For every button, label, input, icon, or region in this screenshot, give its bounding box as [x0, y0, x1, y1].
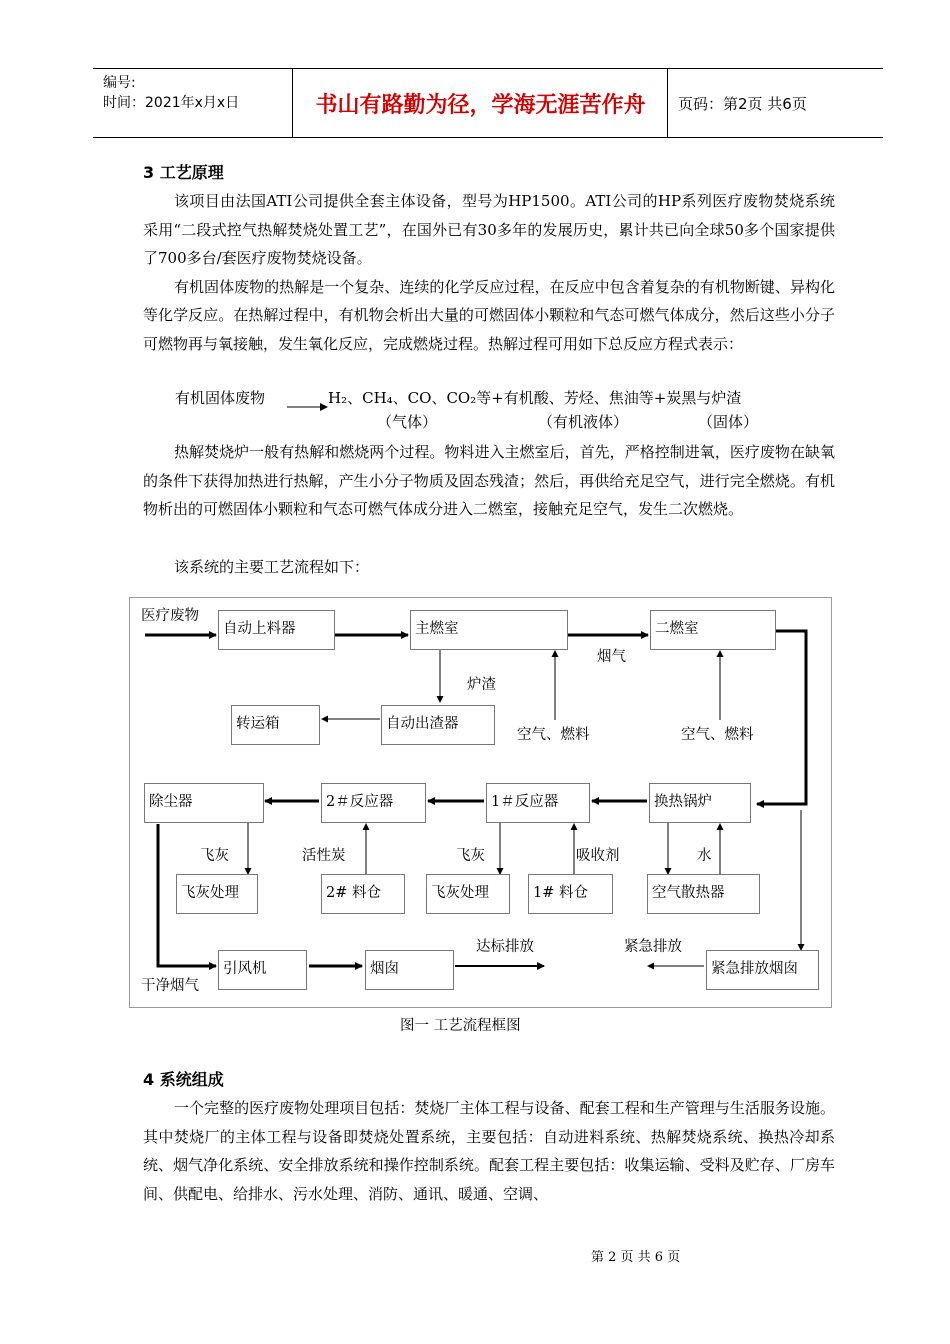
- box-main-chamber: 主燃室: [410, 610, 568, 650]
- label-flue-gas: 烟气: [597, 649, 626, 665]
- header-meta: [93, 69, 293, 137]
- box-chimney: 烟囱: [365, 950, 454, 990]
- paragraph: 热解焚烧炉一般有热解和燃烧两个过程。物料进入主燃室后，首先，严格控制进氧，医疗废物在缺氧的条件下获得加热进行热解，产生小分子物质及固态残渣；然后，再供给充足空气，进行完全燃烧。有机物析出的可燃固体小颗粒和气态可燃气体成分进入二燃室，接触充足空气，发生二次燃烧。: [143, 443, 835, 518]
- label-input: 医疗废物: [141, 608, 199, 624]
- label-absorbent: 吸收剂: [576, 848, 620, 864]
- box-induced-fan: 引风机: [218, 950, 307, 990]
- section-3-body-a: [143, 187, 835, 358]
- section-4-title: 4 系统组成: [143, 1070, 224, 1089]
- box-auto-deslagger: 自动出渣器: [381, 705, 495, 745]
- label-fly-ash-1: 飞灰: [200, 848, 229, 864]
- equation-liquid: （有机液体）: [538, 413, 629, 431]
- box-transfer-box: 转运箱: [231, 705, 320, 745]
- box-air-radiator: 空气散热器: [647, 874, 760, 914]
- box-reactor-1: 1＃反应器: [486, 783, 590, 823]
- box-fly-ash-processing-1: 飞灰处理: [176, 874, 258, 914]
- box-reactor-2: 2＃反应器: [321, 783, 426, 823]
- paragraph: 有机固体废物的热解是一个复杂、连续的化学反应过程，在反应中包含着复杂的有机物断键、异构化等化学反应。在热解过程中，有机物会析出大量的可燃固体小颗粒和气态可燃气体成分，然后这些小分子可燃物再与氧接触，发生氧化反应，完成燃烧过程。热解过程可用如下总反应方程式表示：: [143, 277, 835, 353]
- section-3-body-c: [143, 553, 835, 582]
- box-emergency-chimney: 紧急排放烟囱: [706, 950, 819, 990]
- box-auto-feeder: 自动上料器: [218, 610, 335, 650]
- label-clean-gas: 干净烟气: [141, 978, 199, 994]
- equation-gas: （气体）: [377, 413, 438, 431]
- label-water: 水: [697, 848, 712, 864]
- box-silo-1: 1# 料仓: [528, 874, 613, 914]
- header-motto: 书山有路勤为径，学海无涯苦作舟: [294, 69, 668, 137]
- section-3-body-b: [143, 438, 835, 524]
- box-silo-2: 2# 料仓: [321, 874, 405, 914]
- doc-number-label: 编号:: [103, 75, 136, 91]
- equation-right: H₂、CH₄、CO、CO₂等+有机酸、芳烃、焦油等+炭黑与炉渣: [328, 389, 742, 407]
- paragraph: 一个完整的医疗废物处理项目包括：焚烧厂主体工程与设备、配套工程和生产管理与生活服务设施。其中焚烧厂的主体工程与设备即焚烧处置系统，主要包括：自动进料系统、热解焚烧系统、换热冷却系统、烟气净化系统、安全排放系统和操作控制系统。配套工程主要包括：收集运输、受料及贮存、厂房车间、供配电、给排水、污水处理、消防、通讯、暖通、空调、: [143, 1099, 835, 1203]
- section-4-body: [143, 1094, 835, 1208]
- box-second-chamber: 二燃室: [650, 610, 776, 650]
- label-air-fuel-1: 空气、燃料: [517, 727, 590, 743]
- label-slag: 炉渣: [467, 677, 496, 693]
- label-fly-ash-2: 飞灰: [456, 848, 485, 864]
- page-header: [93, 68, 883, 138]
- figure-caption: 图一 工艺流程框图: [400, 1018, 521, 1034]
- label-air-fuel-2: 空气、燃料: [681, 727, 754, 743]
- label-emergency: 紧急排放: [624, 939, 682, 955]
- box-heat-boiler: 换热锅炉: [649, 783, 751, 823]
- box-fly-ash-processing-2: 飞灰处理: [426, 874, 510, 914]
- section-3-title: 3 工艺原理: [143, 163, 224, 182]
- label-discharge: 达标排放: [476, 939, 534, 955]
- box-dust-collector: 除尘器: [144, 783, 264, 823]
- paragraph: 该项目由法国ATI公司提供全套主体设备，型号为HP1500。ATI公司的HP系列医疗废物焚烧系统采用“二段式控气热解焚烧处置工艺”，在国外已有30多年的发展历史，累计共已向全球50多个国家提供了700多台/套医疗废物焚烧设备。: [143, 192, 835, 267]
- equation-solid: （固体）: [698, 413, 759, 431]
- process-flow-diagram: [129, 597, 832, 1008]
- label-activated-carbon: 活性炭: [302, 848, 346, 864]
- paragraph: 该系统的主要工艺流程如下：: [174, 558, 370, 576]
- doc-time-label: 时间：2021年x月x日: [103, 95, 240, 111]
- page-footer: 第 2 页 共 6 页: [591, 1250, 681, 1265]
- equation-left: 有机固体废物: [175, 389, 266, 407]
- header-page-info: 页码：第2页 共6页: [678, 94, 807, 113]
